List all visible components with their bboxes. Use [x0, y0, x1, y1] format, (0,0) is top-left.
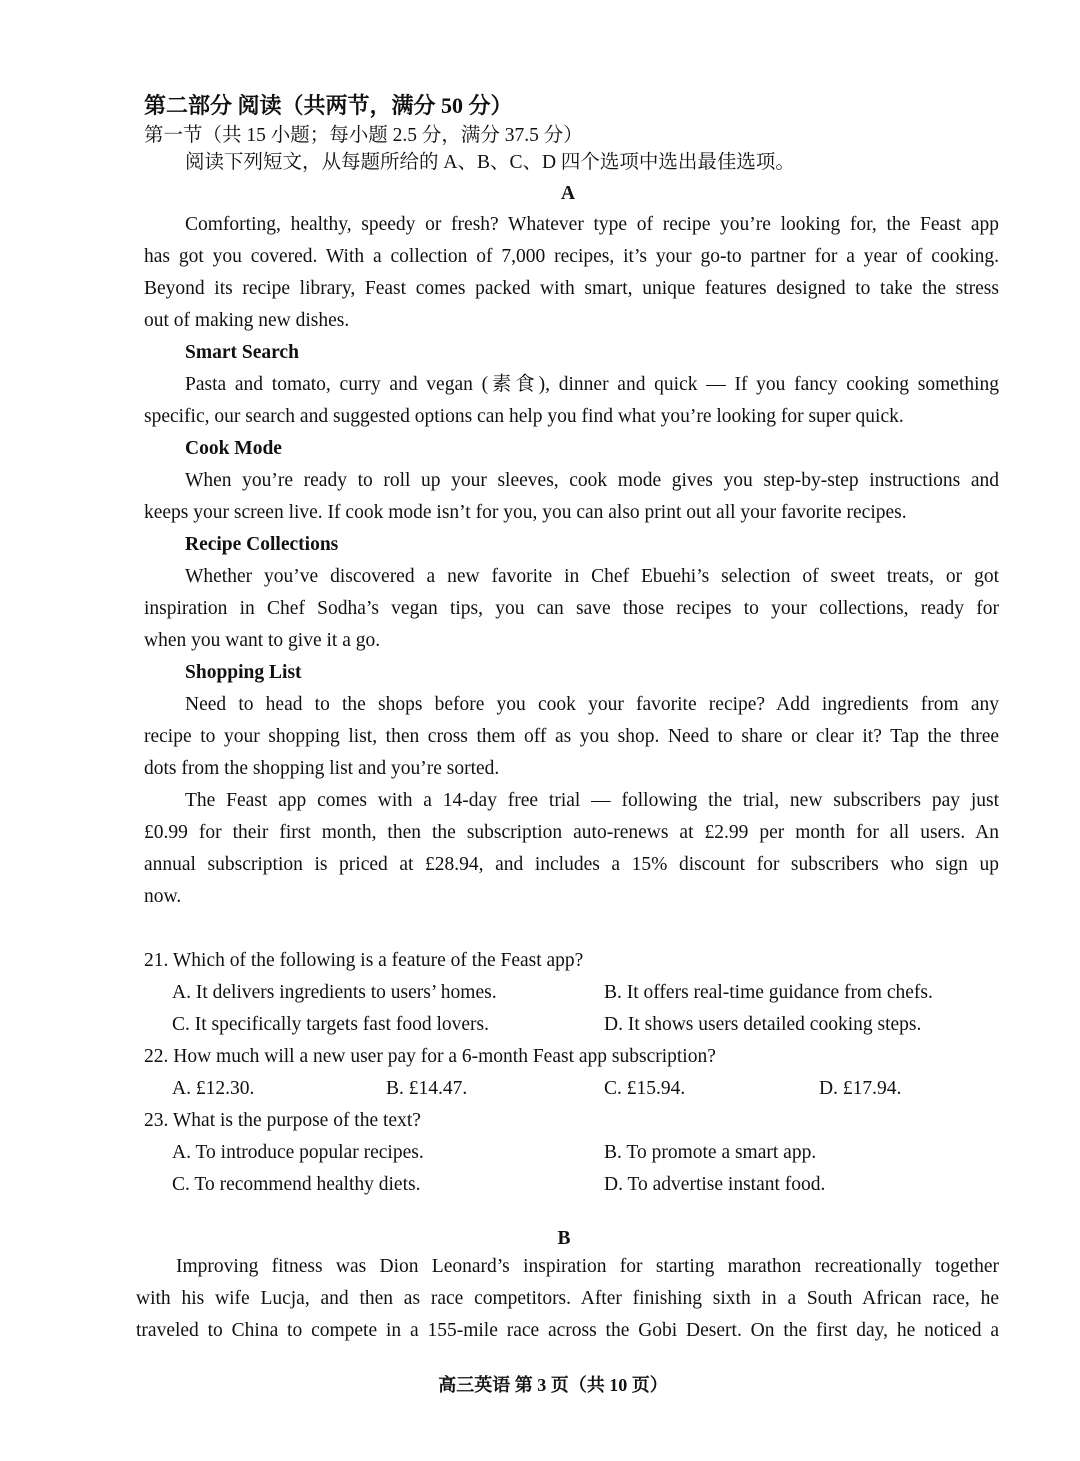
- question-22-option-b: B. £14.47.: [386, 1078, 468, 1099]
- heading-smart-search: Smart Search: [185, 342, 299, 363]
- question-23-option-a: A. To introduce popular recipes.: [172, 1142, 424, 1163]
- pricing-line: £0.99 for their first month, then the subscription auto-renews at £2.99 per month for all users. An: [144, 822, 999, 843]
- passage-a-line: has got you covered. With a collection of 7,000 recipes, it’s your go-to partner for a year of cooking.: [144, 246, 999, 267]
- question-21-option-d: D. It shows users detailed cooking steps.: [604, 1014, 922, 1035]
- collections-line: inspiration in Chef Sodha’s vegan tips, you can save those recipes to your collections, ready for: [144, 598, 999, 619]
- question-22-option-d: D. £17.94.: [819, 1078, 902, 1099]
- cook-mode-line: When you’re ready to roll up your sleeves, cook mode gives you step-by-step instructions and: [185, 470, 999, 491]
- passage-b-line: with his wife Lucja, and then as race competitors. After finishing sixth in a South African race, he: [136, 1288, 999, 1309]
- part-title: 第二部分 阅读（共两节，满分 50 分）: [144, 93, 513, 118]
- passage-a-line: Comforting, healthy, speedy or fresh? Whatever type of recipe you’re looking for, the Feast app: [185, 214, 999, 235]
- shopping-line: dots from the shopping list and you’re sorted.: [144, 758, 500, 779]
- question-22-stem: 22. How much will a new user pay for a 6-month Feast app subscription?: [144, 1046, 716, 1067]
- pricing-line: The Feast app comes with a 14-day free trial — following the trial, new subscribers pay just: [185, 790, 999, 811]
- question-23-option-b: B. To promote a smart app.: [604, 1142, 817, 1163]
- shopping-line: Need to head to the shops before you cook your favorite recipe? Add ingredients from any: [185, 694, 999, 715]
- question-23-stem: 23. What is the purpose of the text?: [144, 1110, 421, 1131]
- question-22-option-a: A. £12.30.: [172, 1078, 255, 1099]
- smart-search-line: Pasta and tomato, curry and vegan (素食), dinner and quick — If you fancy cooking something: [185, 374, 999, 395]
- passage-a-label: A: [560, 183, 576, 204]
- heading-recipe-collections: Recipe Collections: [185, 534, 339, 555]
- section-title: 第一节（共 15 小题；每小题 2.5 分，满分 37.5 分）: [144, 125, 583, 146]
- passage-b-line: traveled to China to compete in a 155-mile race across the Gobi Desert. On the first day, he noticed a: [136, 1320, 999, 1341]
- question-21-stem: 21. Which of the following is a feature of the Feast app?: [144, 950, 584, 971]
- passage-a-line: out of making new dishes.: [144, 310, 350, 331]
- question-23-option-c: C. To recommend healthy diets.: [172, 1174, 421, 1195]
- collections-line: Whether you’ve discovered a new favorite in Chef Ebuehi’s selection of sweet treats, or got: [185, 566, 999, 587]
- smart-search-line: specific, our search and suggested options can help you find what you’re looking for super quick.: [144, 406, 904, 427]
- heading-cook-mode: Cook Mode: [185, 438, 282, 459]
- question-22-option-c: C. £15.94.: [604, 1078, 686, 1099]
- heading-shopping-list: Shopping List: [185, 662, 302, 683]
- passage-b-label: B: [557, 1228, 571, 1249]
- question-21-option-c: C. It specifically targets fast food lovers.: [172, 1014, 489, 1035]
- passage-a-line: Beyond its recipe library, Feast comes packed with smart, unique features designed to take the stress: [144, 278, 999, 299]
- shopping-line: recipe to your shopping list, then cross them off as you shop. Need to share or clear it? Tap the three: [144, 726, 999, 747]
- cook-mode-line: keeps your screen live. If cook mode isn’t for you, you can also print out all your favorite recipes.: [144, 502, 907, 523]
- question-21-option-a: A. It delivers ingredients to users’ homes.: [172, 982, 497, 1003]
- collections-line: when you want to give it a go.: [144, 630, 381, 651]
- question-21-option-b: B. It offers real-time guidance from chefs.: [604, 982, 933, 1003]
- question-23-option-d: D. To advertise instant food.: [604, 1174, 826, 1195]
- instruction: 阅读下列短文，从每题所给的 A、B、C、D 四个选项中选出最佳选项。: [185, 152, 795, 173]
- pricing-line: annual subscription is priced at £28.94, and includes a 15% discount for subscribers who sign up: [144, 854, 999, 875]
- pricing-line: now.: [144, 886, 182, 907]
- passage-b-line: Improving fitness was Dion Leonard’s inspiration for starting marathon recreationally together: [176, 1256, 999, 1277]
- page-footer: 高三英语 第 3 页（共 10 页）: [438, 1375, 668, 1395]
